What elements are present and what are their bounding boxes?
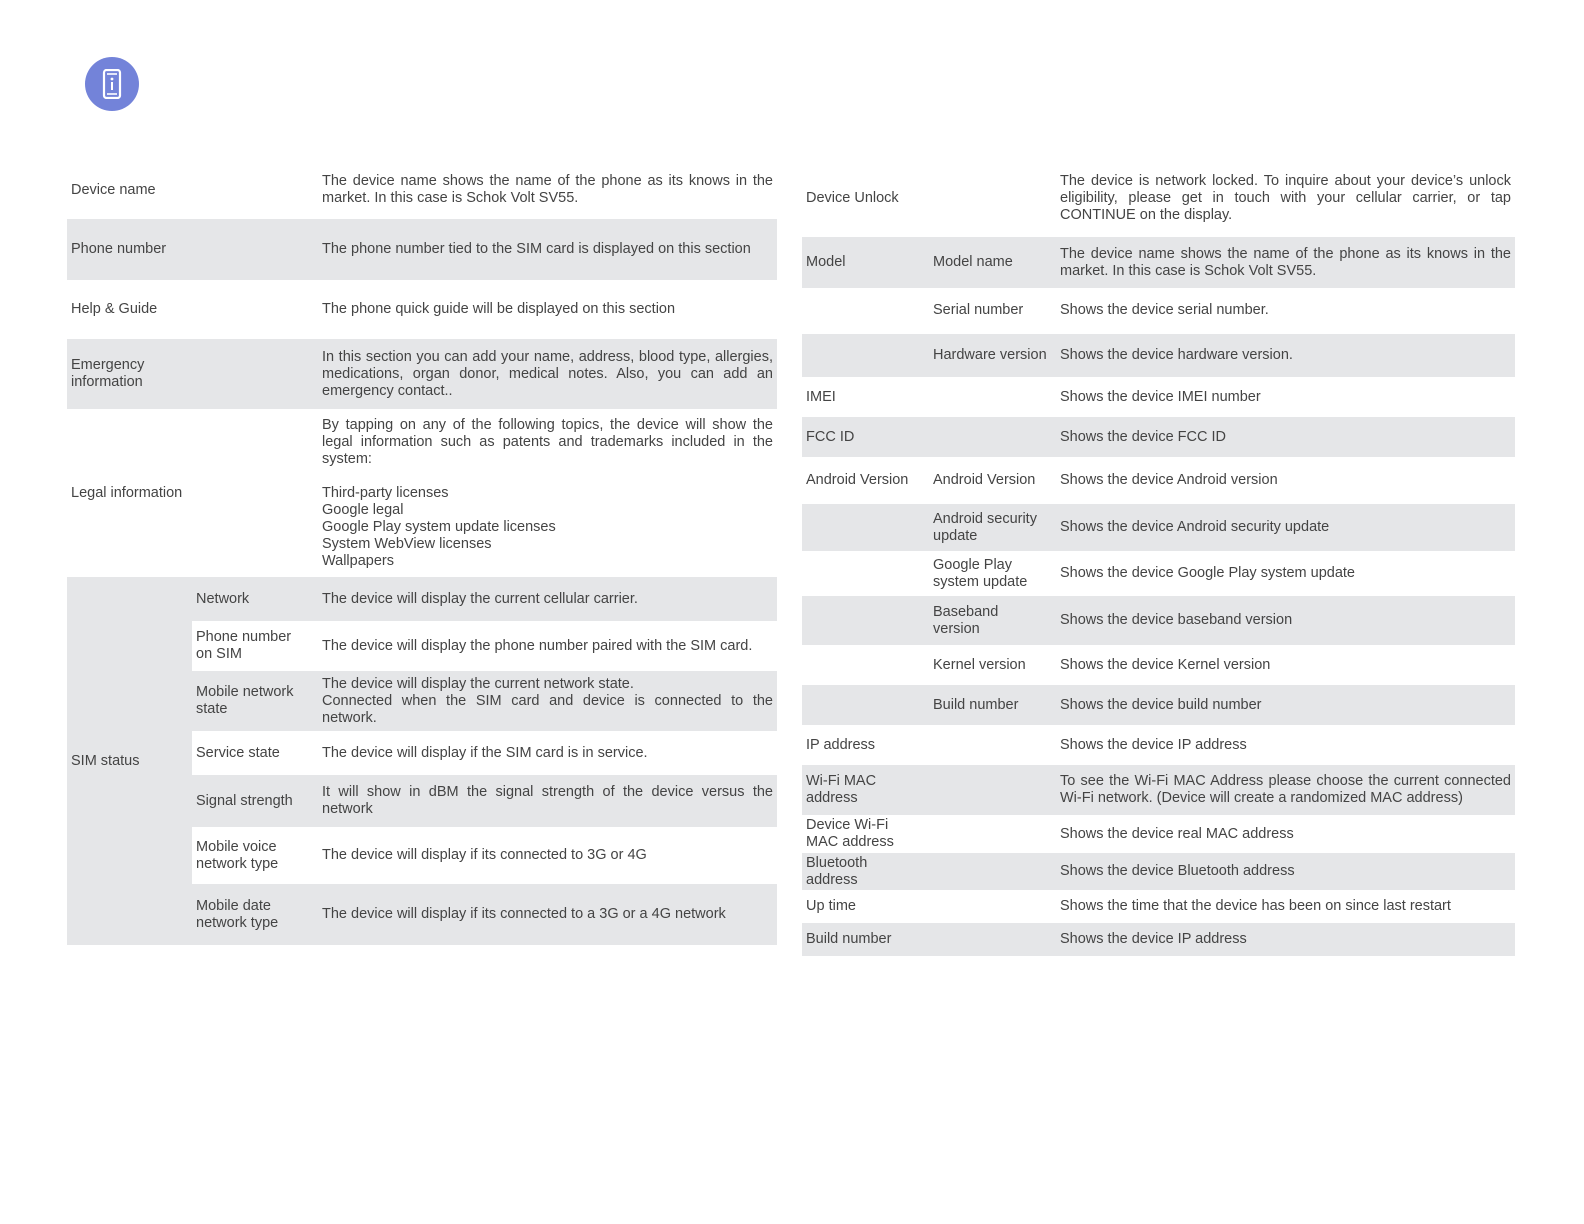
sim-description: It will show in dBM the signal strength of the device versus the network	[322, 784, 773, 817]
row-description: Shows the device Android security update	[1060, 519, 1330, 535]
row-description: In this section you can add your name, address, blood type, allergies, medications, organ donor, medical notes. Also, you can add an emergency contact..	[322, 348, 773, 399]
sim-sub-label: Network	[196, 590, 250, 607]
sim-row	[192, 621, 777, 671]
row-description: Shows the device IP address	[1060, 931, 1247, 947]
table-row	[802, 890, 1515, 923]
phone-info-icon	[98, 69, 126, 99]
row-description: Shows the device baseband version	[1060, 612, 1293, 628]
sim-description: The device will display the phone number paired with the SIM card.	[322, 637, 753, 654]
row-label	[802, 334, 928, 377]
sim-description: The device will display if the SIM card is in service.	[322, 744, 648, 761]
row-sub-label: Model name	[933, 254, 1013, 270]
table-row	[67, 280, 777, 339]
row-description: Shows the device IP address	[1060, 736, 1247, 753]
row-label: IP address	[806, 736, 876, 753]
row-label: Emergency information	[71, 357, 145, 390]
row-label	[802, 645, 928, 685]
row-description: Shows the device Android version	[1060, 472, 1278, 488]
table-row	[802, 765, 1515, 815]
row-sub-label	[929, 377, 1056, 417]
table-row	[802, 377, 1515, 417]
sim-row	[192, 775, 777, 827]
legal-item[interactable]: Third-party licenses	[322, 484, 449, 501]
table-row	[802, 334, 1515, 377]
row-sub-label: Kernel version	[933, 656, 1026, 673]
table-row	[802, 596, 1515, 645]
row-label: Device Wi-Fi MAC address	[806, 817, 894, 850]
sim-description: The device will display if its connected to a 3G or a 4G network	[322, 906, 726, 922]
row-label	[802, 504, 928, 551]
table-row	[802, 645, 1515, 685]
sim-sub-label: Mobile network state	[196, 684, 294, 717]
row-label	[802, 551, 928, 596]
sim-description: The device will display the current network state. Connected when the SIM card and device is connected to the network.	[322, 675, 773, 726]
row-label	[802, 596, 928, 645]
row-description: To see the Wi-Fi MAC Address please choose the current connected Wi-Fi network. (Device will create a randomized MAC address)	[1060, 773, 1511, 806]
sim-sub-label: Phone number on SIM	[196, 629, 292, 662]
row-label	[802, 685, 928, 725]
row-sub-label	[929, 725, 1056, 765]
table-row	[802, 853, 1515, 890]
row-sub-label	[929, 815, 1056, 853]
table-row	[802, 815, 1515, 853]
row-description: Shows the device build number	[1060, 696, 1262, 713]
row-label: FCC ID	[806, 428, 855, 445]
left-settings-table	[67, 161, 777, 945]
legal-item[interactable]: Google legal	[322, 501, 404, 518]
sim-row	[192, 671, 777, 731]
row-sub-label	[929, 890, 1056, 923]
row-sub-label: Baseband version	[933, 603, 999, 637]
table-row	[802, 685, 1515, 725]
sim-row	[192, 731, 777, 775]
row-label: Up time	[806, 898, 856, 914]
sim-row	[192, 827, 777, 884]
row-label: Bluetooth address	[806, 854, 868, 888]
row-label: Model	[806, 254, 846, 270]
row-sub-label: Serial number	[933, 301, 1024, 318]
row-description: The phone number tied to the SIM card is displayed on this section	[322, 241, 751, 257]
legal-item[interactable]: Google Play system update licenses	[322, 518, 556, 535]
row-label: IMEI	[806, 388, 836, 405]
table-row	[802, 551, 1515, 596]
row-description: Shows the device serial number.	[1060, 301, 1269, 318]
sim-description: The device will display the current cellular carrier.	[322, 590, 638, 607]
row-sub-label: Build number	[933, 696, 1019, 713]
row-sub-label	[929, 765, 1056, 815]
sim-description: The device will display if its connected to 3G or 4G	[322, 847, 647, 863]
row-label: Device name	[71, 181, 156, 198]
row-description: By tapping on any of the following topics, the device will show the legal information such as patents and trademarks included in the system: Third-party licenses Google legal Google Play system update licenses System WebView licenses Wallpapers	[322, 416, 773, 569]
row-label: Phone number	[71, 241, 167, 257]
legal-item[interactable]: Wallpapers	[322, 552, 394, 569]
row-label: Device Unlock	[806, 189, 899, 206]
table-row	[802, 923, 1515, 956]
sim-sub-label: Mobile voice network type	[196, 838, 279, 872]
row-sub-label	[929, 417, 1056, 457]
sim-sub-label: Mobile date network type	[196, 897, 279, 931]
row-description: Shows the time that the device has been on since last restart	[1060, 898, 1451, 914]
row-label	[802, 288, 928, 332]
table-row	[67, 339, 777, 409]
device-info-logo	[85, 57, 139, 111]
row-label: Wi-Fi MAC address	[806, 773, 877, 806]
row-sub-label	[929, 853, 1056, 890]
row-sub-label: Hardware version	[933, 347, 1047, 363]
table-row	[67, 409, 777, 577]
table-row	[802, 237, 1515, 288]
row-label: Legal information	[71, 484, 183, 501]
row-description: The device name shows the name of the phone as its knows in the market. In this case is Schok Volt SV55.	[1060, 245, 1511, 279]
row-label: Help & Guide	[71, 301, 158, 317]
table-row	[802, 725, 1515, 765]
table-row	[67, 161, 777, 219]
sim-row	[192, 577, 777, 621]
table-row	[802, 504, 1515, 551]
right-settings-table	[802, 161, 1515, 945]
row-description: Shows the device real MAC address	[1060, 825, 1294, 842]
row-sub-label: Android security update	[933, 510, 1037, 544]
row-description: Shows the device hardware version.	[1060, 347, 1293, 363]
table-row	[802, 161, 1515, 235]
table-row	[67, 219, 777, 280]
row-label: Build number	[806, 931, 892, 947]
row-description: The phone quick guide will be displayed on this section	[322, 301, 676, 317]
row-description: Shows the device Google Play system update	[1060, 565, 1355, 581]
sim-status-label: SIM status	[71, 753, 140, 769]
row-sub-label: Android Version	[933, 472, 1036, 488]
row-description: Shows the device Kernel version	[1060, 656, 1271, 673]
row-description: The device is network locked. To inquire about your device’s unlock eligibility, please get in touch with your cellular carrier, or tap CONTINUE on the display.	[1060, 172, 1511, 223]
sim-row	[192, 884, 777, 945]
table-row	[802, 457, 1515, 504]
sim-sub-label: Service state	[196, 744, 280, 761]
table-row	[802, 417, 1515, 457]
legal-item[interactable]: System WebView licenses	[322, 535, 492, 552]
row-label: Android Version	[806, 472, 909, 488]
table-row	[802, 288, 1515, 332]
sim-sub-label: Signal strength	[196, 792, 293, 809]
row-sub-label	[929, 923, 1056, 956]
row-description: Shows the device IMEI number	[1060, 388, 1261, 405]
row-sub-label: Google Play system update	[933, 556, 1028, 590]
row-description: Shows the device FCC ID	[1060, 428, 1227, 445]
row-description: The device name shows the name of the phone as its knows in the market. In this case is Schok Volt SV55.	[322, 173, 773, 206]
row-description: Shows the device Bluetooth address	[1060, 863, 1295, 879]
